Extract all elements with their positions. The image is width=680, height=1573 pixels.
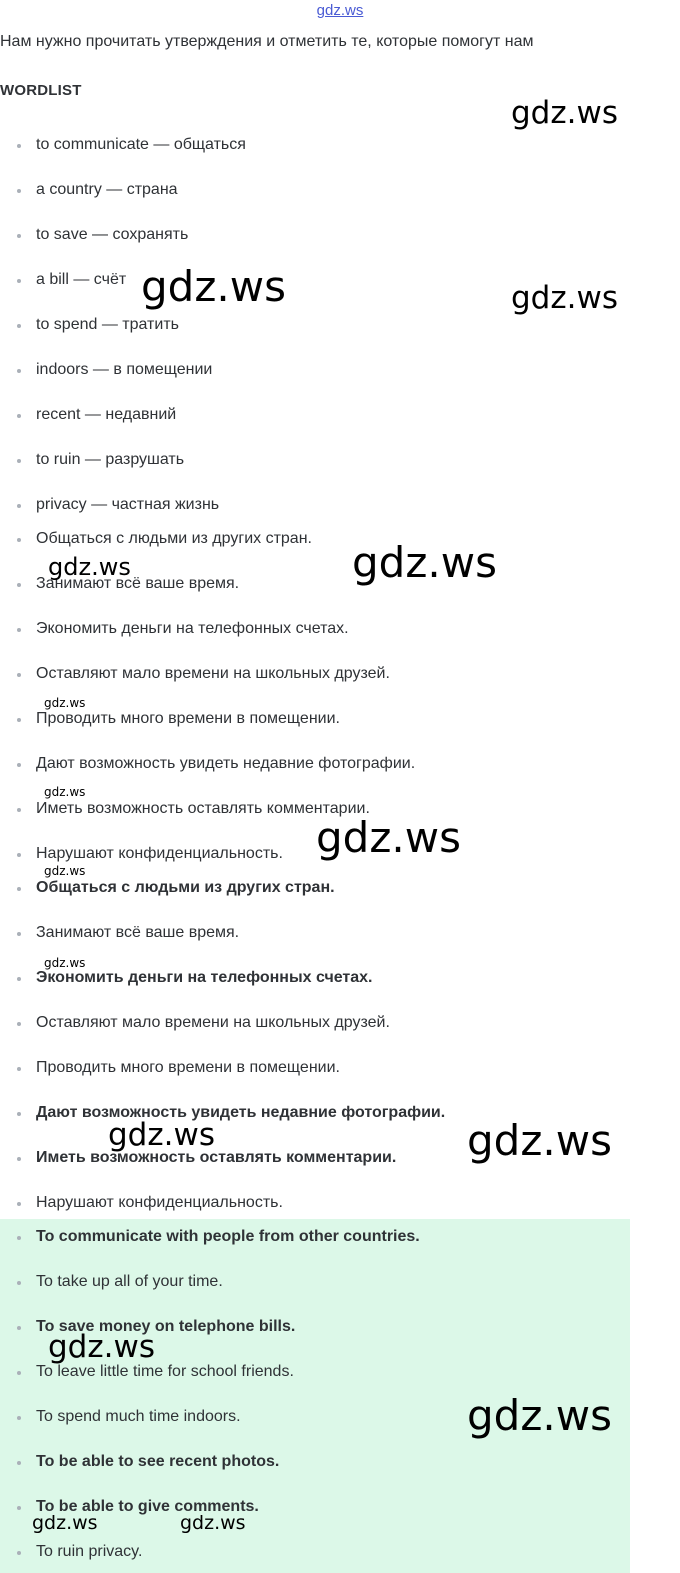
answer-ru-item: Нарушают конфиденциальность. xyxy=(0,1192,630,1214)
wordlist-heading: WORDLIST xyxy=(0,82,82,99)
watermark: gdz.ws xyxy=(352,538,497,587)
watermark: gdz.ws xyxy=(48,553,131,581)
answer-en-item: To spend much time indoors. xyxy=(0,1406,630,1428)
watermark: gdz.ws xyxy=(108,1117,215,1153)
statement-item: Иметь возможность оставлять комментарии. xyxy=(0,798,630,820)
wordlist-item: to spend — тратить xyxy=(0,314,630,336)
answer-en-item: To be able to see recent photos. xyxy=(0,1451,630,1473)
statement-item: Общаться с людьми из других стран. xyxy=(0,528,630,550)
wordlist-item: recent — недавний xyxy=(0,404,630,426)
statement-item: Занимают всё ваше время. xyxy=(0,573,630,595)
watermark: gdz.ws xyxy=(467,1116,612,1165)
watermark: gdz.ws xyxy=(511,95,618,131)
watermark: gdz.ws xyxy=(32,1512,98,1534)
watermark: gdz.ws xyxy=(180,1512,246,1534)
statement-item: Экономить деньги на телефонных счетах. xyxy=(0,618,630,640)
wordlist-item: indoors — в помещении xyxy=(0,359,630,381)
wordlist xyxy=(0,134,630,516)
intro-text: Нам нужно прочитать утверждения и отметить те, которые помогут нам xyxy=(0,33,534,50)
wordlist-item: to communicate — общаться xyxy=(0,134,630,156)
answer-ru-item: Оставляют мало времени на школьных друзей. xyxy=(0,1012,630,1034)
watermark: gdz.ws xyxy=(467,1391,612,1440)
watermark: gdz.ws xyxy=(141,262,286,311)
watermark: gdz.ws xyxy=(44,864,86,878)
watermark: gdz.ws xyxy=(316,813,461,862)
site-link[interactable]: gdz.ws xyxy=(316,2,364,19)
statement-item: Дают возможность увидеть недавние фотографии. xyxy=(0,753,630,775)
wordlist-item: to ruin — разрушать xyxy=(0,449,630,471)
watermark: gdz.ws xyxy=(44,696,86,710)
answer-ru-item: Иметь возможность оставлять комментарии. xyxy=(0,1147,630,1169)
watermark: gdz.ws xyxy=(44,785,86,799)
statement-item: Нарушают конфиденциальность. xyxy=(0,843,630,865)
wordlist-item: to save — сохранять xyxy=(0,224,630,246)
statement-item: Оставляют мало времени на школьных друзей. xyxy=(0,663,630,685)
answer-ru-item: Проводить много времени в помещении. xyxy=(0,1057,630,1079)
answer-en-item: To communicate with people from other countries. xyxy=(0,1226,630,1248)
answer-en-item: To take up all of your time. xyxy=(0,1271,630,1293)
answer-ru-item: Занимают всё ваше время. xyxy=(0,922,630,944)
watermark: gdz.ws xyxy=(511,280,618,316)
watermark: gdz.ws xyxy=(44,956,86,970)
answer-en-item: To ruin privacy. xyxy=(0,1541,630,1563)
answer-ru-item: Экономить деньги на телефонных счетах. xyxy=(0,967,630,989)
answer-en-item: To be able to give comments. xyxy=(0,1496,630,1518)
wordlist-item: a country — страна xyxy=(0,179,630,201)
answer-ru-item: Дают возможность увидеть недавние фотографии. xyxy=(0,1102,630,1124)
statement-item: Проводить много времени в помещении. xyxy=(0,708,630,730)
watermark: gdz.ws xyxy=(48,1329,155,1365)
answer-en-item: To save money on telephone bills. xyxy=(0,1316,630,1338)
wordlist-item: a bill — счёт xyxy=(0,269,630,291)
wordlist-item: privacy — частная жизнь xyxy=(0,494,630,516)
answer-ru-item: Общаться с людьми из других стран. xyxy=(0,877,630,899)
answer-en-item: To leave little time for school friends. xyxy=(0,1361,630,1383)
